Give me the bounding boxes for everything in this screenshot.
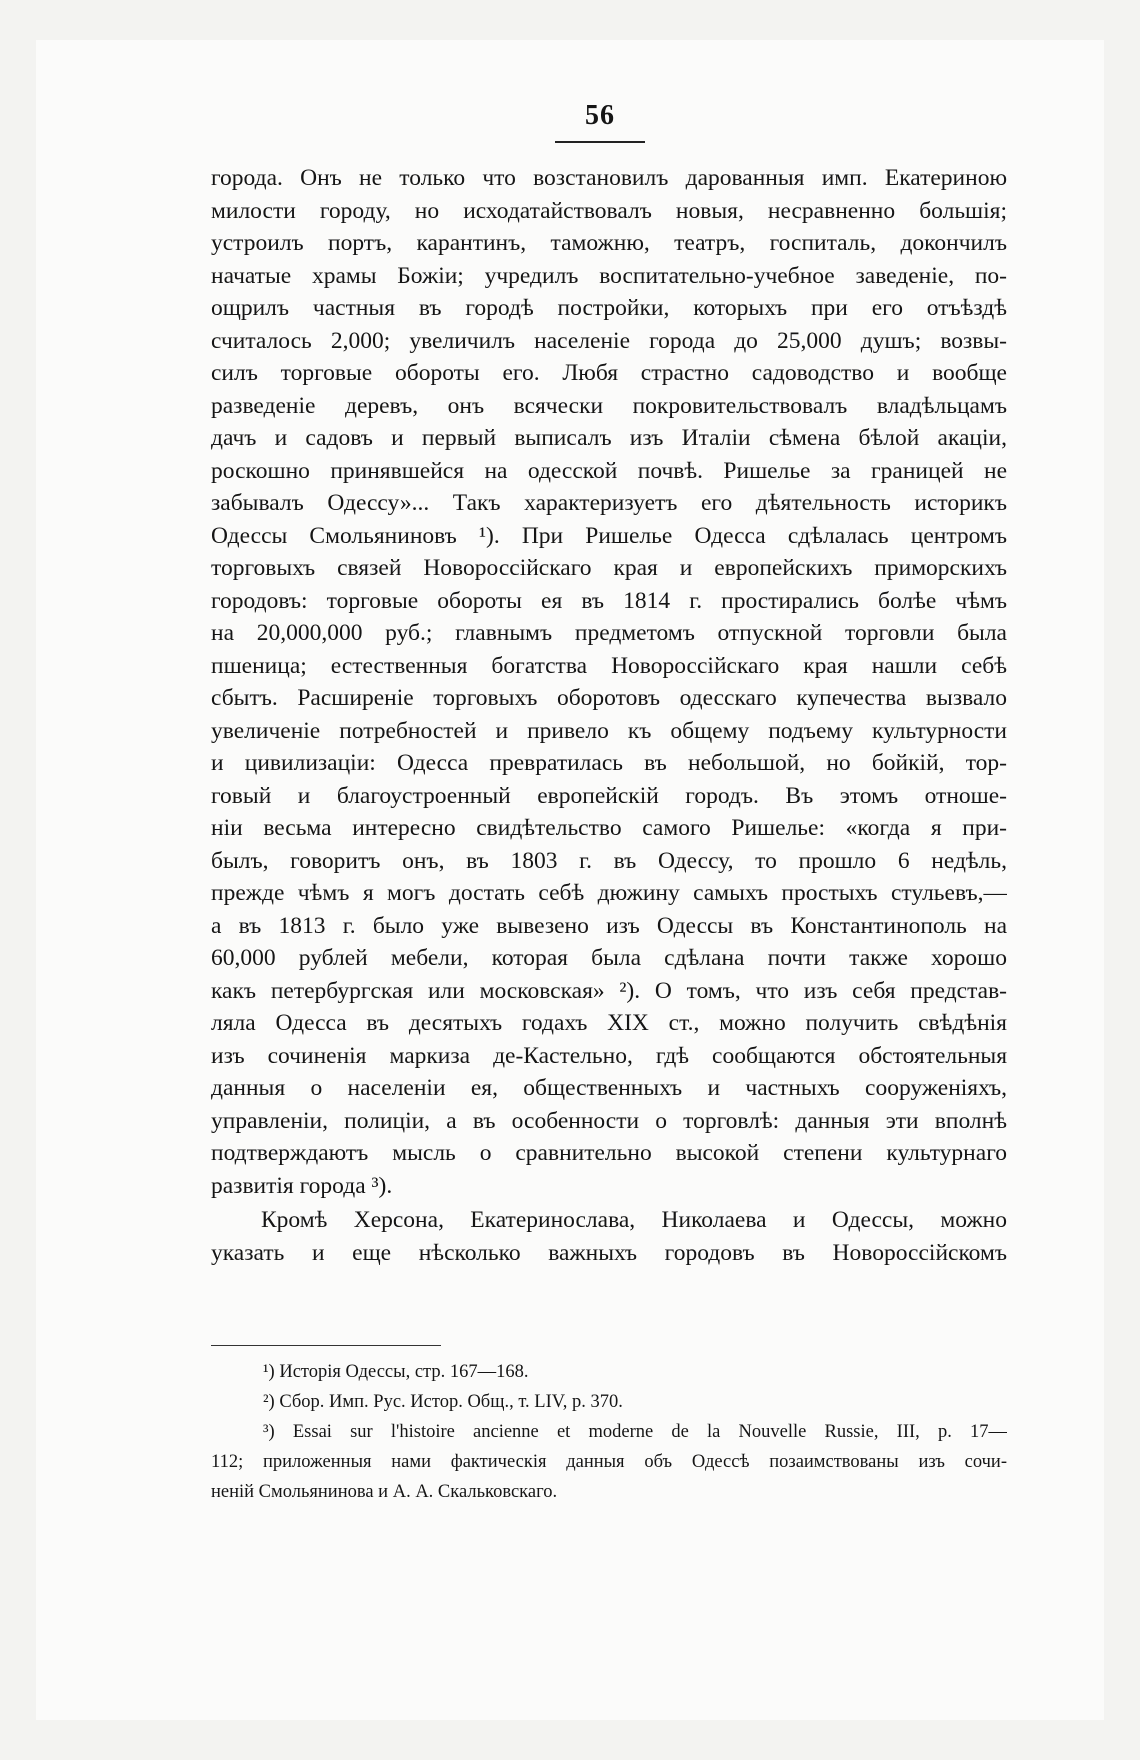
text-line: устроилъ портъ, карантинъ, таможню, театръ, госпиталь, докончилъ (211, 230, 1007, 256)
text-line: Одессы Смольяниновъ ¹). При Ришелье Одесса сдѣлалась центромъ (211, 522, 1007, 549)
text-line: какъ петербургская или московская» ²). О томъ, что изъ себя представ- (211, 977, 1007, 1004)
footnote-separator (211, 1345, 441, 1346)
text-line: роскошно принявшейся на одесской почвѣ. Ришелье за границей не (211, 457, 1007, 484)
text-line: 60,000 рублей мебели, которая была сдѣлана почти также хорошо (211, 945, 1007, 971)
text-line: забывалъ Одессу»... Такъ характеризуетъ его дѣятельность историкъ (211, 490, 1007, 516)
text-line: указать и еще нѣсколько важныхъ городовъ въ Новороссiйскомъ (211, 1239, 1007, 1266)
text-line: а въ 1813 г. было уже вывезено изъ Одессы въ Константинополь на (211, 912, 1007, 939)
text-line: города. Онъ не только что возстановилъ дарованныя имп. Екатериною (211, 165, 1007, 191)
page-number-underline (555, 141, 645, 143)
footnote-1: ¹) Исторiя Одессы, стр. 167—168. (263, 1362, 529, 1382)
text-line: ляла Одесса въ десятыхъ годахъ XIX ст., можно получить свѣдѣнiя (211, 1010, 1007, 1036)
text-line: дачъ и садовъ и первый выписалъ изъ Италiи сѣмена бѣлой акацiи, (211, 425, 1007, 451)
text-line: разведенiе деревъ, онъ всячески покровительствовалъ владѣльцамъ (211, 392, 1007, 419)
text-line: милости городу, но исходатайствовалъ новыя, несравненно большiя; (211, 197, 1007, 224)
text-line: Кромѣ Херсона, Екатеринослава, Николаева и Одессы, можно (261, 1207, 1007, 1233)
text-line: изъ сочиненiя маркиза де-Кастельно, гдѣ сообщаются обстоятельныя (211, 1042, 1007, 1069)
page-number: 56 (585, 100, 615, 131)
text-line: сбытъ. Расширенiе торговыхъ оборотовъ одесскаго купечества вызвало (211, 685, 1007, 711)
text-line: увеличенiе потребностей и привело къ общему подъему культурности (211, 717, 1007, 744)
footnote-3: ³) Essai sur l'histoire ancienne et moderne de la Nouvelle Russie, III, p. 17— (263, 1422, 1007, 1442)
footnote-2: ²) Сбор. Имп. Рус. Истор. Общ., т. LIV, р. 370. (263, 1392, 623, 1412)
text-line: силъ торговые обороты его. Любя страстно садоводство и вообще (211, 360, 1007, 386)
footnote-3-continued: 112; приложенныя нами фактическiя данныя объ Одессѣ позаимствованы изъ сочи- (211, 1452, 1007, 1472)
footnotes (211, 1357, 1007, 1507)
text-line: нiи весьма интересно свидѣтельство самого Ришелье: «когда я при- (211, 815, 1007, 841)
text-line: развитiя города ³). (211, 1172, 393, 1199)
text-line: начатые храмы Божiи; учредилъ воспитательно-учебное заведенiе, по- (211, 262, 1007, 289)
text-line: пшеница; естественныя богатства Новороссiйскаго края нашли себѣ (211, 652, 1007, 679)
text-line: говый и благоустроенный европейскiй городъ. Въ этомъ отноше- (211, 782, 1007, 809)
text-line: считалось 2,000; увеличилъ населенiе города до 25,000 душъ; возвы- (211, 327, 1007, 354)
text-line: городовъ: торговые обороты ея въ 1814 г. простирались болѣе чѣмъ (211, 587, 1007, 614)
text-line: подтверждаютъ мысль о сравнительно высокой степени культурнаго (211, 1140, 1007, 1166)
text-line: торговыхъ связей Новороссiйскаго края и европейскихъ приморскихъ (211, 555, 1007, 581)
footnote-3-end: ненiй Смольянинова и А. А. Скальковскаго. (211, 1482, 558, 1502)
text-line: прежде чѣмъ я могъ достать себѣ дюжину самыхъ простыхъ стульевъ,— (211, 880, 1007, 906)
text-line: былъ, говоритъ онъ, въ 1803 г. въ Одессу, то прошло 6 недѣль, (211, 847, 1007, 874)
text-line: ощрилъ частныя въ городѣ постройки, которыхъ при его отъѣздѣ (211, 295, 1007, 321)
text-line: данныя о населенiи ея, общественныхъ и частныхъ сооруженiяхъ, (211, 1075, 1007, 1101)
text-line: на 20,000,000 руб.; главнымъ предметомъ отпускной торговли была (211, 620, 1007, 646)
text-line: и цивилизацiи: Одесса превратилась въ небольшой, но бойкiй, тор- (211, 750, 1007, 776)
text-line: управленiи, полицiи, а въ особенности о торговлѣ: данныя эти вполнѣ (211, 1107, 1007, 1134)
body-text (211, 162, 1007, 1269)
